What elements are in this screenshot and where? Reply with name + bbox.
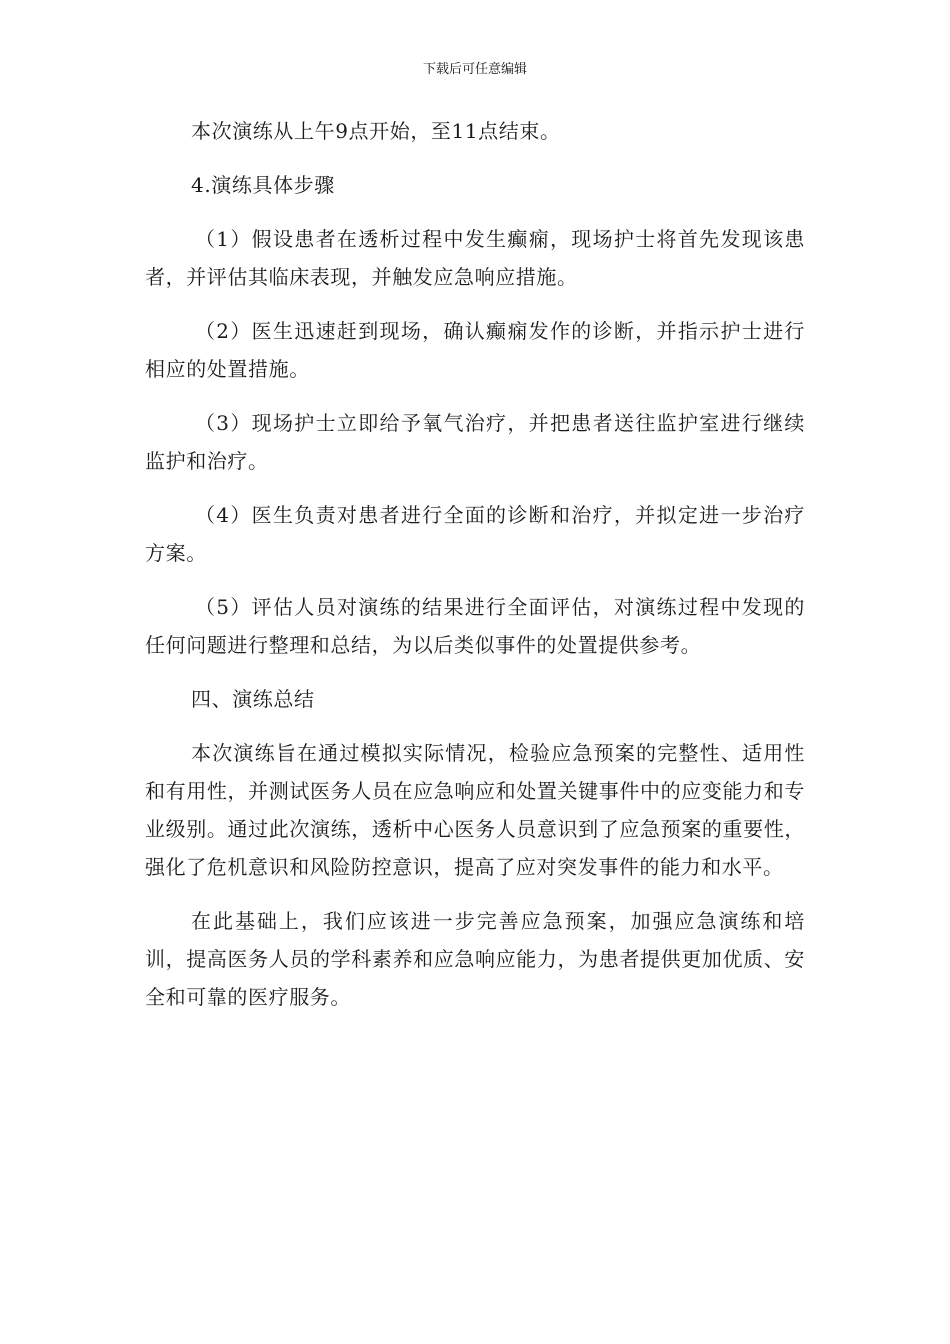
step-item-2: （2）医生迅速赶到现场，确认癫痫发作的诊断，并指示护士进行相应的处置措施。 [145, 319, 805, 381]
paragraph-schedule: 本次演练从上午9点开始，至11点结束。 [191, 119, 561, 143]
section-heading-steps: 4.演练具体步骤 [191, 173, 335, 197]
paragraph-conclusion: 在此基础上，我们应该进一步完善应急预案，加强应急演练和培训，提高医务人员的学科素养和应急响应能力，为患者提供更加优质、安全和可靠的医疗服务。 [145, 909, 805, 1009]
step-item-4: （4）医生负责对患者进行全面的诊断和治疗，并拟定进一步治疗方案。 [145, 503, 805, 565]
page-header: 下载后可任意编辑 [422, 62, 527, 77]
step-item-5: （5）评估人员对演练的结果进行全面评估，对演练过程中发现的任何问题进行整理和总结，为以后类似事件的处置提供参考。 [145, 595, 805, 657]
document-body [145, 112, 805, 1032]
paragraph-summary: 本次演练旨在通过模拟实际情况，检验应急预案的完整性、适用性和有用性，并测试医务人员在应急响应和处置关键事件中的应变能力和专业级别。通过此次演练，透析中心医务人员意识到了应急预案的重要性，强化了危机意识和风险防控意识，提高了应对突发事件的能力和水平。 [145, 741, 805, 879]
step-item-1: （1）假设患者在透析过程中发生癫痫，现场护士将首先发现该患者，并评估其临床表现，并触发应急响应措施。 [145, 227, 805, 289]
step-item-3: （3）现场护士立即给予氧气治疗，并把患者送往监护室进行继续监护和治疗。 [145, 411, 805, 473]
section-heading-summary: 四、演练总结 [191, 687, 315, 711]
